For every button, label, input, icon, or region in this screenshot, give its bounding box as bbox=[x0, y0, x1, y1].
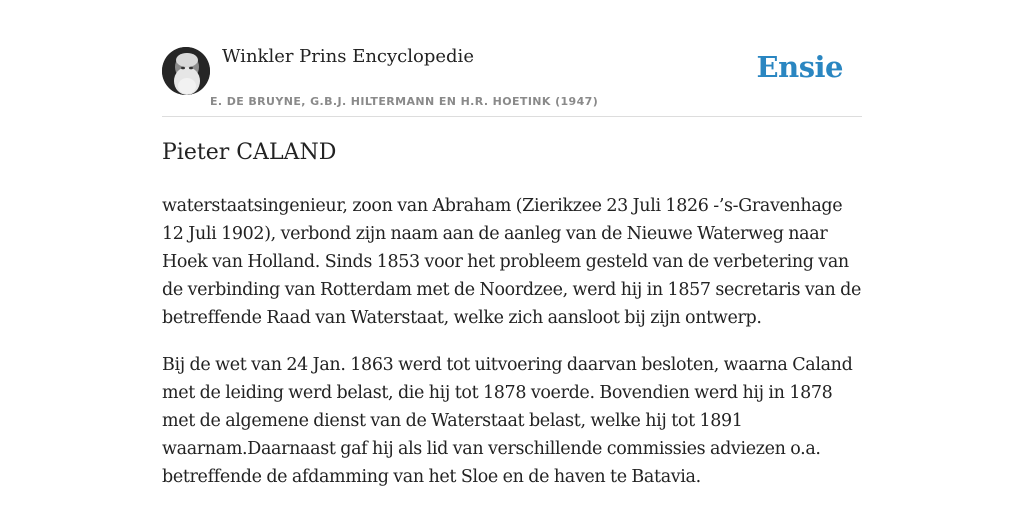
portrait-icon bbox=[162, 47, 210, 95]
publication-title[interactable]: Winkler Prins Encyclopedie bbox=[222, 46, 474, 67]
publication-header bbox=[162, 0, 862, 117]
article-paragraph: waterstaatsingenieur, zoon van Abraham (Zierikzee 23 Juli 1826 -’s-Gravenhage 12 Juli 1902), verbond zijn naam aan de aanleg van de Nieuwe Waterweg naar Hoek van Holland. Sinds 1853 voor het probleem gesteld van de verbetering van de verbinding van Rotterdam met de Noordzee, werd hij in 1857 secretaris van de betreffende Raad van Waterstaat, welke zich aansloot bij zijn ontwerp. bbox=[162, 196, 862, 328]
avatar[interactable] bbox=[162, 47, 210, 95]
publication-authors: E. DE BRUYNE, G.B.J. HILTERMANN EN H.R. HOETINK (1947) bbox=[210, 95, 599, 108]
page bbox=[162, 0, 862, 487]
article-body bbox=[162, 192, 866, 510]
article-title: Pieter CALAND bbox=[162, 140, 337, 165]
article-paragraph: Bij de wet van 24 Jan. 1863 werd tot uitvoering daarvan besloten, waarna Caland met de leiding werd belast, die hij tot 1878 voerde. Bovendien werd hij in 1878 met de algemene dienst van de Waterstaat belast, welke hij tot 1891 waarnam.Daarnaast gaf hij als lid van verschillende commissies adviezen o.a. betreffende de afdamming van het Sloe en de haven te Batavia. bbox=[162, 355, 853, 487]
brand-logo-link[interactable]: Ensie bbox=[756, 50, 843, 84]
